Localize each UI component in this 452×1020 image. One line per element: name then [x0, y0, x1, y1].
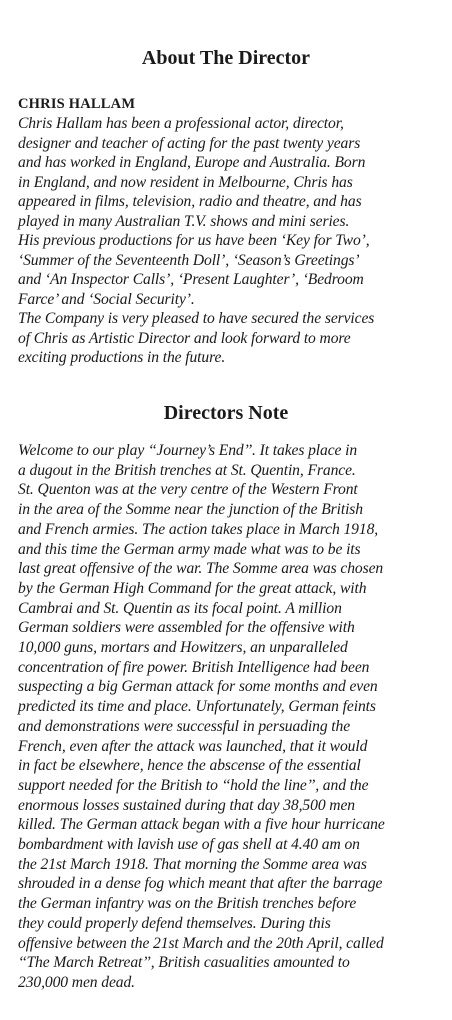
text-line: shrouded in a dense fog which meant that after the barrage: [18, 875, 383, 893]
text-line: Chris Hallam has been a professional actor, director,: [18, 115, 344, 132]
text-line: and this time the German army made what was to be its: [18, 540, 361, 558]
text-line: they could properly defend themselves. During this: [18, 914, 331, 932]
text-line: French, even after the attack was launched, that it would: [18, 737, 368, 755]
director-name: CHRIS HALLAM: [18, 96, 136, 112]
text-line: St. Quenton was at the very centre of the Western Front: [18, 481, 358, 499]
text-line: 10,000 guns, mortars and Howitzers, an unparalleled: [18, 639, 348, 657]
text-line: exciting productions in the future.: [18, 349, 226, 367]
text-line: the German infantry was on the British trenches before: [18, 895, 357, 913]
text-line: a dugout in the British trenches at St. Quentin, France.: [18, 461, 356, 479]
text-line: in England, and now resident in Melbourne, Chris has: [18, 173, 353, 191]
text-line: played in many Australian T.V. shows and mini series.: [18, 212, 350, 230]
directors-note-heading: Directors Note: [163, 402, 289, 424]
director-bio-paragraph: [18, 114, 442, 232]
text-line: and demonstrations were successful in persuading the: [18, 717, 351, 735]
company-statement-paragraph: [18, 309, 442, 368]
text-line: the 21st March 1918. That morning the Somme area was: [18, 855, 367, 873]
text-line: ‘Summer of the Seventeenth Doll’, ‘Season’s Greetings’: [18, 251, 360, 269]
text-line: offensive between the 21st March and the 20th April, called: [18, 934, 384, 952]
text-line: suspecting a big German attack for some months and even: [18, 678, 378, 696]
text-line: by the German High Command for the great attack, with: [18, 579, 367, 597]
text-line: 230,000 men dead.: [18, 973, 135, 991]
text-line: and French armies. The action takes place in March 1918,: [18, 520, 379, 538]
text-line: His previous productions for us have been ‘Key for Two’,: [18, 232, 370, 249]
text-line: in the area of the Somme near the junction of the British: [18, 501, 363, 519]
text-line: ‘‘The March Retreat’’, British casualities amounted to: [18, 954, 350, 972]
text-line: Welcome to our play ‘‘Journey’s End’’. It takes place in: [18, 442, 358, 459]
text-line: of Chris as Artistic Director and look forward to more: [18, 329, 351, 347]
text-line: The Company is very pleased to have secured the services: [18, 310, 375, 327]
text-line: Cambrai and St. Quentin as its focal point. A million: [18, 599, 342, 617]
text-line: bombardment with lavish use of gas shell at 4.40 am on: [18, 836, 360, 854]
text-line: concentration of fire power. British Intelligence had been: [18, 658, 370, 676]
text-line: in fact be elsewhere, hence the abscense of the essential: [18, 757, 361, 775]
text-line: appeared in films, television, radio and theatre, and has: [18, 193, 362, 211]
text-line: killed. The German attack began with a five hour hurricane: [18, 816, 385, 834]
text-line: last great offensive of the war. The Somme area was chosen: [18, 560, 384, 578]
text-line: support needed for the British to ‘‘hold the line’’, and the: [18, 776, 369, 794]
previous-productions-paragraph: [18, 231, 442, 309]
about-director-heading: About The Director: [141, 47, 311, 69]
text-line: designer and teacher of acting for the past twenty years: [18, 134, 361, 152]
text-line: German soldiers were assembled for the offensive with: [18, 619, 355, 637]
directors-note-paragraph: [18, 441, 442, 993]
text-line: and ‘An Inspector Calls’, ‘Present Laughter’, ‘Bedroom: [18, 271, 364, 289]
text-line: Farce’ and ‘Social Security’.: [18, 290, 195, 308]
text-line: and has worked in England, Europe and Australia. Born: [18, 154, 366, 172]
text-line: predicted its time and place. Unfortunately, German feints: [18, 698, 376, 716]
text-line: enormous losses sustained during that day 38,500 men: [18, 796, 355, 814]
